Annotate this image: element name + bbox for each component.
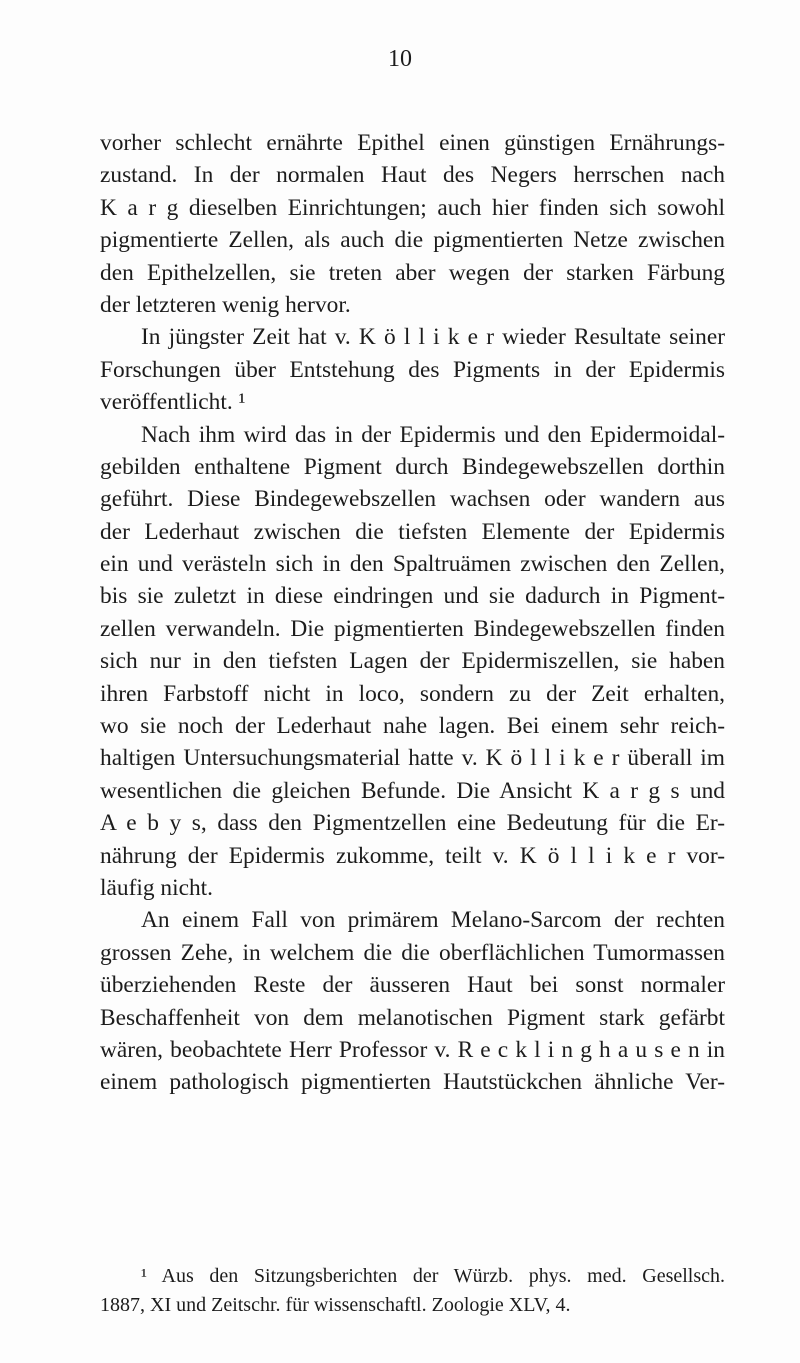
text-line: wesentlichen die gleichen Befunde. Die Ansicht K a r g s und xyxy=(100,777,725,804)
text-line: geführt. Diese Bindegewebszellen wachsen oder wandern aus xyxy=(100,486,725,513)
footnote-line: 1887, XI und Zeitschr. für wissenschaftl. Zoologie XLV, 4. xyxy=(100,1294,571,1316)
text-line: einem pathologisch pigmentierten Hautstückchen ähnliche Ver- xyxy=(100,1069,725,1096)
text-line: Nach ihm wird das in der Epidermis und den Epidermoidal- xyxy=(141,421,725,448)
body-text xyxy=(100,127,725,1099)
text-line: sich nur in den tiefsten Lagen der Epidermiszellen, sie haben xyxy=(100,648,725,675)
text-line: gebilden enthaltene Pigment durch Bindegewebszellen dorthin xyxy=(100,453,725,480)
text-line: zellen verwandeln. Die pigmentierten Bindegewebszellen finden xyxy=(100,615,725,642)
text-line: läufig nicht. xyxy=(100,874,214,901)
text-line: haltigen Untersuchungsmaterial hatte v. K ö l l i k e r überall im xyxy=(100,745,725,772)
text-line: pigmentierte Zellen, als auch die pigmentierten Netze zwischen xyxy=(100,227,725,254)
text-line: bis sie zuletzt in diese eindringen und sie dadurch in Pigment- xyxy=(100,583,725,610)
text-line: nährung der Epidermis zukomme, teilt v. K ö l l i k e r vor- xyxy=(100,842,725,869)
footnote xyxy=(100,1262,725,1320)
text-line: Beschaffenheit von dem melanotischen Pigment stark gefärbt xyxy=(100,1004,725,1031)
text-line: der Lederhaut zwischen die tiefsten Elemente der Epidermis xyxy=(100,518,725,545)
text-line: wären, beobachtete Herr Professor v. R e c k l i n g h a u s e n in xyxy=(100,1036,725,1063)
text-line: A e b y s, dass den Pigmentzellen eine Bedeutung für die Er- xyxy=(100,810,725,837)
text-line: der letzteren wenig hervor. xyxy=(100,291,351,318)
text-line: In jüngster Zeit hat v. K ö l l i k e r wieder Resultate seiner xyxy=(141,324,725,351)
page-number: 10 xyxy=(388,46,412,72)
text-line: wo sie noch der Lederhaut nahe lagen. Bei einem sehr reich- xyxy=(100,713,725,740)
text-line: veröffentlicht. ¹ xyxy=(100,389,246,416)
text-line: An einem Fall von primärem Melano-Sarcom der rechten xyxy=(141,907,725,934)
text-line: vorher schlecht ernährte Epithel einen günstigen Ernährungs- xyxy=(100,130,725,156)
text-line: grossen Zehe, in welchem die die oberflächlichen Tumormassen xyxy=(100,939,725,966)
text-line: zustand. In der normalen Haut des Negers herrschen nach xyxy=(100,162,725,189)
text-line: den Epithelzellen, sie treten aber wegen der starken Färbung xyxy=(100,259,725,286)
text-line: Forschungen über Entstehung des Pigments in der Epidermis xyxy=(100,356,725,383)
text-line: ein und verästeln sich in den Spaltruämen zwischen den Zellen, xyxy=(100,551,725,578)
text-line: K a r g dieselben Einrichtungen; auch hier finden sich sowohl xyxy=(100,194,725,221)
text-line: überziehenden Reste der äusseren Haut bei sonst normaler xyxy=(100,972,725,999)
footnote-line: ¹ Aus den Sitzungsberichten der Würzb. phys. med. Gesellsch. xyxy=(141,1265,725,1287)
text-line: ihren Farbstoff nicht in loco, sondern zu der Zeit erhalten, xyxy=(100,680,725,707)
